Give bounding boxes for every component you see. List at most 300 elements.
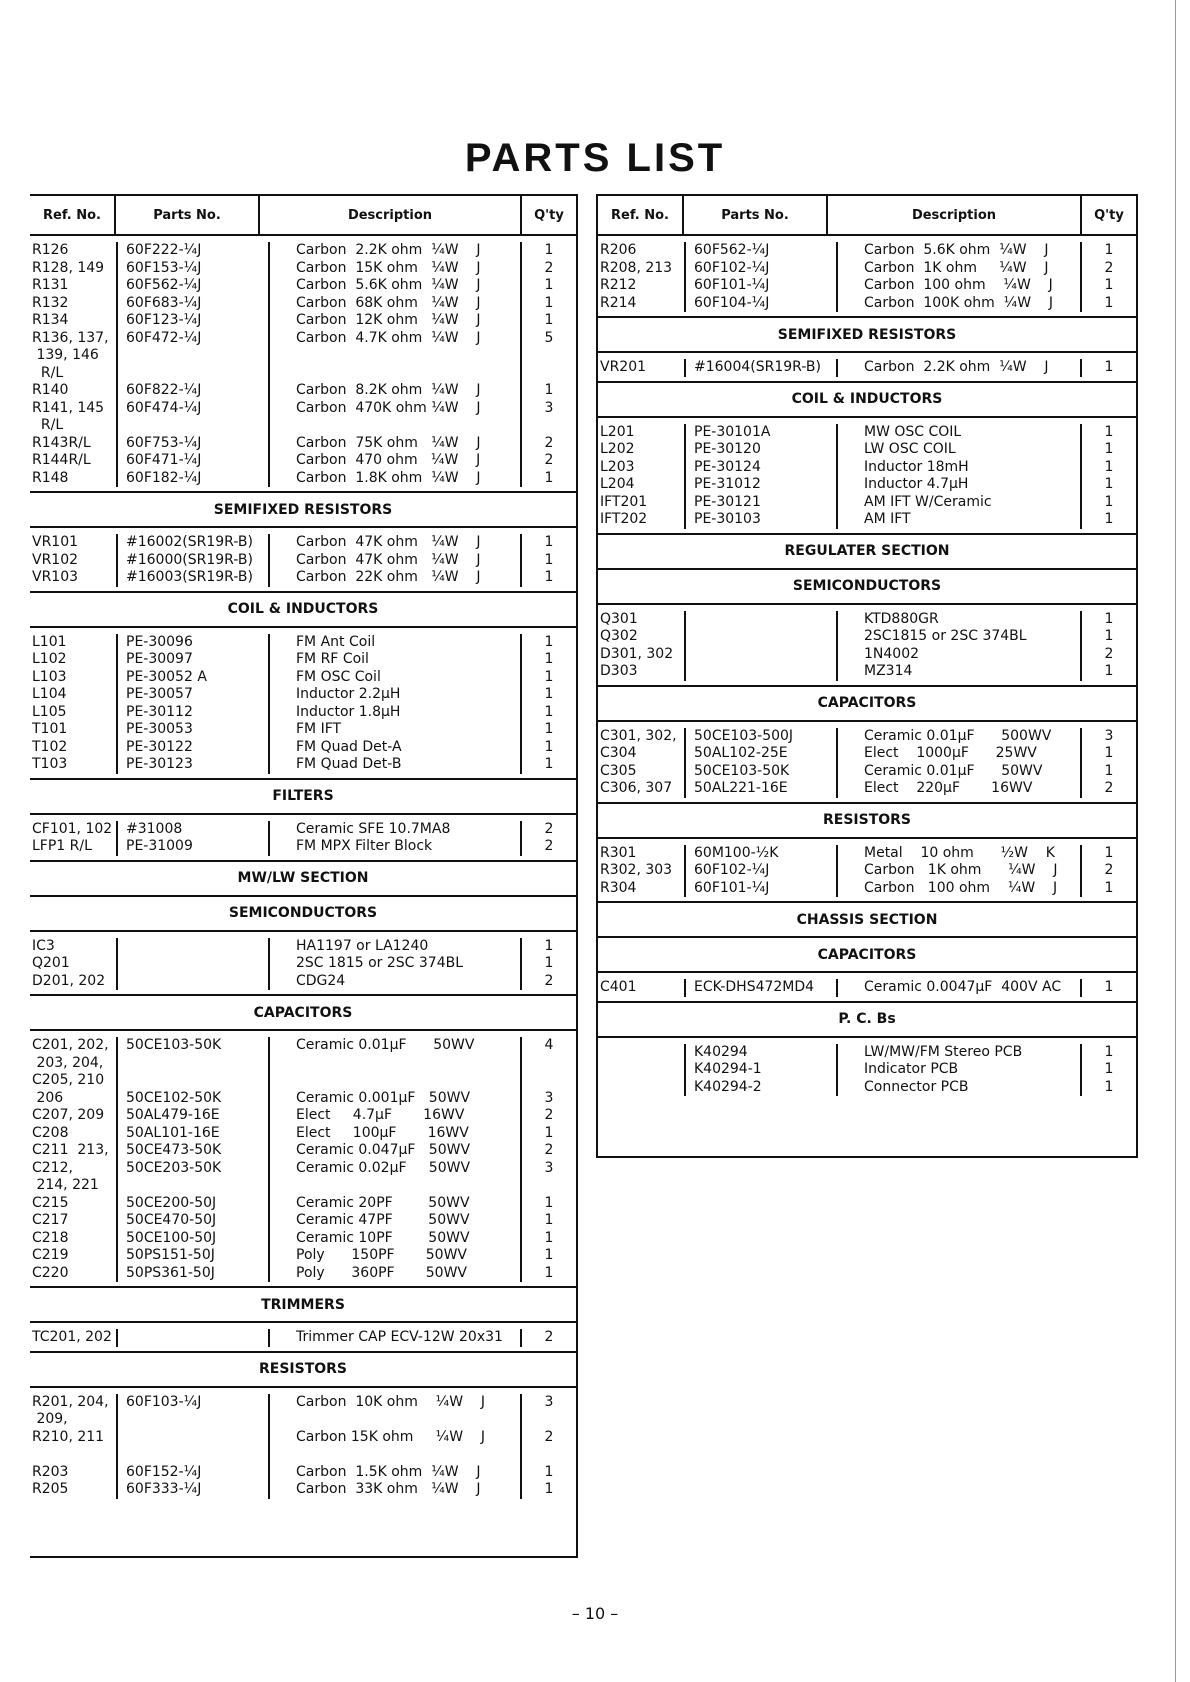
- cell-qty: 1: [544, 242, 554, 258]
- cell-qty: 1: [1104, 1078, 1114, 1095]
- cell-pn: 60F104-¼J: [694, 294, 770, 311]
- cell-desc: [296, 417, 520, 435]
- cell-desc: Carbon 8.2K ohm ¼W J: [296, 382, 481, 398]
- cell-qty: 1: [1104, 663, 1114, 679]
- cell-ref: L104: [32, 686, 67, 702]
- cell-qty: [522, 1411, 576, 1429]
- cell-pn: [126, 365, 268, 383]
- cell-pn: PE-30123: [126, 756, 193, 772]
- cell-ref: C401: [600, 979, 637, 995]
- column-desc: [268, 534, 520, 587]
- cell-qty: 1: [544, 1247, 554, 1263]
- cell-ref: R/L: [32, 417, 64, 433]
- cell-pn: 50CE200-50J: [126, 1194, 217, 1211]
- cell-desc: CDG24: [296, 972, 346, 989]
- cell-qty: 5: [544, 329, 554, 346]
- cell-desc: 2SC1815 or 2SC 374BL: [864, 628, 1027, 644]
- column-ref: [598, 611, 684, 681]
- column-qty: [1080, 242, 1136, 312]
- cell-pn: 60F222-¼J: [126, 242, 202, 258]
- cell-ref: C207, 209: [32, 1107, 105, 1123]
- cell-qty: 1: [544, 551, 554, 568]
- cell-qty: [522, 1177, 576, 1195]
- cell-desc: Inductor 1.8µH: [296, 703, 401, 720]
- column-qty: [520, 534, 576, 587]
- cell-qty: 1: [544, 277, 554, 293]
- cell-ref: VR101: [32, 534, 79, 550]
- cell-pn: PE-30052 A: [126, 668, 207, 685]
- cell-qty: 1: [544, 1463, 554, 1480]
- cell-pn: 50CE103-50K: [126, 1037, 222, 1053]
- cell-qty: 2: [544, 838, 554, 854]
- cell-pn: #16002(SR19R-B): [126, 534, 253, 550]
- cell-qty: 1: [1104, 1061, 1114, 1077]
- cell-ref: T103: [32, 756, 68, 772]
- cell-ref: R148: [32, 469, 69, 486]
- column-desc: [836, 845, 1080, 898]
- cell-qty: 1: [544, 294, 554, 311]
- cell-ref: 203, 204,: [32, 1054, 104, 1071]
- cell-ref: C220: [32, 1264, 69, 1281]
- cell-qty: 2: [544, 1428, 554, 1445]
- parts-group: [30, 528, 576, 593]
- cell-desc: KTD880GR: [864, 610, 939, 627]
- cell-pn: 60F103-¼J: [126, 1393, 202, 1410]
- column-desc: [836, 728, 1080, 798]
- cell-desc: Carbon 33K ohm ¼W J: [296, 1481, 481, 1497]
- cell-ref: C205, 210: [32, 1072, 105, 1088]
- cell-pn: 50AL101-16E: [126, 1124, 220, 1141]
- cell-desc: FM Quad Det-B: [296, 756, 402, 772]
- header-description: Description: [258, 196, 520, 234]
- cell-pn: 50CE100-50J: [126, 1229, 217, 1246]
- cell-pn: 60F182-¼J: [126, 469, 202, 486]
- cell-qty: 2: [544, 452, 554, 468]
- cell-ref: R131: [32, 277, 69, 293]
- cell-ref: L102: [32, 651, 67, 667]
- cell-ref: CF101, 102: [32, 820, 113, 837]
- cell-qty: 1: [544, 312, 554, 328]
- cell-qty: 3: [1104, 727, 1114, 744]
- column-desc: [268, 1394, 520, 1499]
- section-heading: TRIMMERS: [30, 1286, 576, 1323]
- cell-pn: 50CE102-50K: [126, 1089, 222, 1106]
- cell-desc: Carbon 15K ohm ¼W J: [296, 259, 481, 276]
- column-pn: [684, 242, 836, 312]
- column-qty: [520, 1394, 576, 1499]
- section-heading: CAPACITORS: [598, 936, 1136, 973]
- cell-qty: 2: [544, 820, 554, 837]
- cell-ref: C211 213,: [32, 1142, 109, 1158]
- column-pn: [684, 359, 836, 377]
- page-number: – 10 –: [571, 1604, 619, 1623]
- cell-qty: 4: [544, 1037, 554, 1053]
- cell-ref: R141, 145: [32, 399, 105, 416]
- cell-pn: 60F153-¼J: [126, 259, 202, 276]
- cell-ref: 206: [32, 1089, 64, 1106]
- column-desc: [268, 634, 520, 774]
- cell-pn: PE-30057: [126, 686, 193, 702]
- cell-desc: Ceramic SFE 10.7MA8: [296, 820, 451, 837]
- parts-group: [598, 722, 1136, 804]
- cell-pn: 50AL221-16E: [694, 780, 788, 796]
- cell-desc: FM RF Coil: [296, 651, 369, 667]
- cell-desc: Carbon 10K ohm ¼W J: [296, 1393, 485, 1410]
- cell-desc: FM OSC Coil: [296, 668, 381, 685]
- cell-desc: Ceramic 0.001µF 50WV: [296, 1089, 471, 1106]
- cell-qty: [522, 365, 576, 383]
- column-qty: [520, 821, 576, 856]
- table-body-right: [598, 236, 1136, 1102]
- cell-desc: Ceramic 0.047µF 50WV: [296, 1142, 471, 1158]
- cell-qty: 1: [1104, 511, 1114, 527]
- column-pn: [116, 534, 268, 587]
- cell-desc: Ceramic 0.01µF 50WV: [296, 1037, 475, 1053]
- cell-pn: #31008: [126, 820, 183, 837]
- cell-desc: [296, 1411, 520, 1429]
- cell-pn: #16004(SR19R-B): [694, 359, 821, 375]
- cell-pn: [694, 628, 836, 646]
- cell-ref: R301: [600, 844, 637, 861]
- cell-pn: [126, 347, 268, 365]
- column-ref: [598, 359, 684, 377]
- cell-qty: [522, 1446, 576, 1464]
- cell-qty: 1: [544, 1124, 554, 1141]
- cell-qty: 1: [1104, 458, 1114, 475]
- header-ref-no: Ref. No.: [611, 207, 669, 223]
- cell-qty: [522, 1055, 576, 1073]
- cell-qty: 1: [544, 756, 554, 772]
- column-pn: [116, 1037, 268, 1282]
- cell-ref: L105: [32, 703, 67, 720]
- section-heading: REGULATER SECTION: [598, 533, 1136, 570]
- cell-qty: 3: [544, 1159, 554, 1176]
- cell-pn: PE-30121: [694, 493, 761, 510]
- cell-desc: Inductor 18mH: [864, 458, 969, 475]
- cell-qty: 1: [1104, 628, 1114, 644]
- cell-desc: AM IFT W/Ceramic: [864, 493, 992, 510]
- cell-pn: 60F101-¼J: [694, 277, 770, 293]
- column-ref: [30, 938, 116, 991]
- cell-qty: 1: [1104, 844, 1114, 861]
- cell-ref: R302, 303: [600, 862, 673, 878]
- cell-pn: [126, 1446, 268, 1464]
- column-ref: [598, 242, 684, 312]
- cell-desc: Ceramic 0.01µF 500WV: [864, 727, 1052, 744]
- cell-pn: [126, 1072, 268, 1090]
- column-qty: [1080, 845, 1136, 898]
- cell-qty: 1: [1104, 277, 1114, 293]
- cell-desc: Carbon 100 ohm ¼W J: [864, 879, 1058, 896]
- cell-desc: Carbon 15K ohm ¼W J: [296, 1428, 485, 1445]
- cell-qty: 1: [1104, 493, 1114, 510]
- parts-group: [30, 1031, 576, 1288]
- cell-pn: [126, 1429, 268, 1447]
- cell-qty: 1: [544, 1212, 554, 1228]
- column-ref: [598, 424, 684, 529]
- cell-pn: 60F562-¼J: [694, 242, 770, 258]
- column-desc: [268, 242, 520, 487]
- cell-pn: 60F822-¼J: [126, 382, 202, 398]
- cell-qty: [522, 347, 576, 365]
- section-heading: SEMIFIXED RESISTORS: [598, 316, 1136, 353]
- parts-group: [598, 839, 1136, 904]
- column-ref: [598, 979, 684, 997]
- cell-desc: MZ314: [864, 663, 913, 679]
- cell-pn: [126, 417, 268, 435]
- cell-qty: 3: [544, 1089, 554, 1106]
- cell-desc: Ceramic 0.02µF 50WV: [296, 1159, 471, 1176]
- cell-pn: PE-31012: [694, 476, 761, 492]
- section-heading: CHASSIS SECTION: [598, 901, 1136, 938]
- cell-qty: 2: [544, 434, 554, 451]
- cell-qty: 2: [1104, 645, 1114, 662]
- column-desc: [268, 938, 520, 991]
- column-pn: [116, 242, 268, 487]
- cell-qty: 1: [544, 1194, 554, 1211]
- cell-ref: D303: [600, 663, 638, 679]
- cell-desc: Elect 220µF 16WV: [864, 780, 1033, 796]
- cell-pn: K40294-1: [694, 1061, 762, 1077]
- cell-desc: Poly 150PF 50WV: [296, 1247, 467, 1263]
- cell-pn: PE-30124: [694, 458, 761, 475]
- cell-qty: 1: [1104, 441, 1114, 457]
- cell-desc: Carbon 100 ohm ¼W J: [864, 277, 1053, 293]
- cell-ref: C304: [600, 745, 637, 761]
- header-parts-no: Parts No.: [682, 196, 826, 234]
- column-pn: [684, 845, 836, 898]
- cell-qty: 1: [544, 721, 554, 737]
- column-qty: [1080, 359, 1136, 377]
- cell-pn: [694, 646, 836, 664]
- cell-ref: R144R/L: [32, 452, 91, 468]
- cell-qty: 1: [544, 738, 554, 755]
- cell-pn: PE-30112: [126, 703, 193, 720]
- section-heading: CAPACITORS: [598, 685, 1136, 722]
- cell-ref: R206: [600, 242, 637, 258]
- cell-ref: R/L: [32, 364, 64, 381]
- cell-desc: Elect 100µF 16WV: [296, 1124, 469, 1141]
- table-header: [30, 196, 576, 236]
- cell-pn: PE-30101A: [694, 423, 771, 440]
- cell-pn: PE-30053: [126, 721, 193, 737]
- cell-ref: D201, 202: [32, 972, 106, 989]
- cell-ref: C218: [32, 1229, 69, 1246]
- cell-ref: C215: [32, 1194, 69, 1211]
- cell-ref: L201: [600, 423, 635, 440]
- cell-desc: Inductor 4.7µH: [864, 476, 969, 492]
- section-heading: RESISTORS: [598, 802, 1136, 839]
- cell-desc: Carbon 47K ohm ¼W J: [296, 534, 481, 550]
- cell-desc: Inductor 2.2µH: [296, 686, 401, 702]
- column-ref: [598, 845, 684, 898]
- cell-qty: 1: [544, 703, 554, 720]
- column-qty: [520, 1329, 576, 1347]
- parts-group: [30, 236, 576, 493]
- cell-ref: R140: [32, 382, 69, 398]
- cell-ref: C217: [32, 1212, 69, 1228]
- cell-pn: 50AL479-16E: [126, 1107, 220, 1123]
- cell-pn: [126, 1411, 268, 1429]
- cell-qty: 1: [544, 651, 554, 667]
- cell-desc: Carbon 12K ohm ¼W J: [296, 312, 481, 328]
- cell-ref: R128, 149: [32, 259, 105, 276]
- cell-ref: IFT201: [600, 493, 648, 510]
- cell-desc: Carbon 100K ohm ¼W J: [864, 294, 1054, 311]
- cell-qty: 1: [1104, 879, 1114, 896]
- cell-pn: [694, 663, 836, 681]
- cell-desc: Poly 360PF 50WV: [296, 1264, 467, 1281]
- cell-desc: FM Quad Det-A: [296, 738, 402, 755]
- cell-desc: Ceramic 0.0047µF 400V AC: [864, 979, 1062, 995]
- cell-desc: Carbon 1K ohm ¼W J: [864, 259, 1049, 276]
- cell-pn: PE-30097: [126, 651, 193, 667]
- header-description: Description: [826, 196, 1080, 234]
- cell-ref: T102: [32, 738, 68, 755]
- cell-qty: 1: [1104, 1043, 1114, 1060]
- cell-desc: Ceramic 10PF 50WV: [296, 1229, 470, 1246]
- column-desc: [836, 611, 1080, 681]
- cell-desc: Carbon 5.6K ohm ¼W J: [296, 277, 481, 293]
- cell-qty: 1: [544, 937, 554, 954]
- cell-desc: FM MPX Filter Block: [296, 838, 433, 854]
- cell-pn: [694, 611, 836, 629]
- cell-pn: [126, 1055, 268, 1073]
- cell-ref: 209,: [32, 1411, 68, 1427]
- cell-pn: K40294-2: [694, 1078, 762, 1095]
- cell-ref: L203: [600, 458, 635, 475]
- cell-desc: MW OSC COIL: [864, 423, 962, 440]
- parts-group: [30, 815, 576, 862]
- cell-qty: 1: [1104, 610, 1114, 627]
- column-desc: [836, 359, 1080, 377]
- cell-desc: LW OSC COIL: [864, 441, 956, 457]
- cell-desc: Metal 10 ohm ½W K: [864, 844, 1055, 861]
- cell-ref: Q301: [600, 610, 638, 627]
- cell-pn: 60F474-¼J: [126, 399, 202, 416]
- cell-qty: 2: [1104, 259, 1114, 276]
- cell-qty: [522, 1072, 576, 1090]
- cell-ref: TC201, 202: [32, 1329, 112, 1345]
- cell-qty: 2: [1104, 862, 1114, 878]
- cell-ref: R212: [600, 277, 637, 293]
- page-title: PARTS LIST: [464, 136, 726, 180]
- section-heading: SEMICONDUCTORS: [30, 895, 576, 932]
- cell-ref: Q302: [600, 628, 638, 644]
- column-desc: [268, 1329, 520, 1347]
- column-pn: [684, 979, 836, 997]
- cell-qty: 1: [544, 955, 554, 971]
- column-qty: [1080, 728, 1136, 798]
- cell-pn: 50CE470-50J: [126, 1212, 217, 1228]
- cell-pn: 60F562-¼J: [126, 277, 202, 293]
- cell-desc: Ceramic 47PF 50WV: [296, 1212, 470, 1228]
- cell-qty: 1: [1104, 476, 1114, 492]
- section-heading: RESISTORS: [30, 1351, 576, 1388]
- cell-ref: LFP1 R/L: [32, 838, 92, 854]
- cell-desc: Carbon 4.7K ohm ¼W J: [296, 329, 481, 346]
- column-ref: [30, 1037, 116, 1282]
- cell-ref: R214: [600, 294, 637, 311]
- cell-ref: R132: [32, 294, 69, 311]
- cell-desc: Ceramic 20PF 50WV: [296, 1194, 470, 1211]
- cell-ref: R126: [32, 242, 69, 258]
- cell-desc: 1N4002: [864, 645, 920, 662]
- section-heading: COIL & INDUCTORS: [598, 381, 1136, 418]
- cell-desc: Carbon 22K ohm ¼W J: [296, 569, 481, 585]
- cell-qty: 1: [1104, 242, 1114, 258]
- column-qty: [1080, 611, 1136, 681]
- cell-ref: L204: [600, 476, 635, 492]
- cell-ref: 214, 221: [32, 1177, 99, 1193]
- cell-desc: LW/MW/FM Stereo PCB: [864, 1043, 1023, 1060]
- column-ref: [30, 534, 116, 587]
- cell-ref: [600, 1044, 684, 1062]
- cell-desc: Carbon 470K ohm ¼W J: [296, 399, 481, 416]
- column-qty: [1080, 1044, 1136, 1097]
- cell-qty: 2: [544, 259, 554, 276]
- cell-desc: [296, 365, 520, 383]
- cell-ref: L103: [32, 668, 67, 685]
- section-heading: SEMICONDUCTORS: [598, 568, 1136, 605]
- column-qty: [1080, 979, 1136, 997]
- cell-desc: Carbon 5.6K ohm ¼W J: [864, 242, 1049, 258]
- cell-pn: 50CE103-500J: [694, 727, 794, 744]
- cell-desc: Carbon 2.2K ohm ¼W J: [864, 359, 1049, 375]
- cell-qty: 1: [544, 1229, 554, 1246]
- cell-qty: 1: [544, 569, 554, 585]
- cell-pn: PE-30120: [694, 441, 761, 457]
- parts-table-left: [30, 194, 578, 1558]
- cell-desc: Elect 1000µF 25WV: [864, 745, 1037, 761]
- column-qty: [520, 242, 576, 487]
- cell-qty: 1: [1104, 359, 1114, 375]
- cell-pn: ECK-DHS472MD4: [694, 979, 815, 995]
- cell-ref: R136, 137,: [32, 329, 109, 346]
- cell-desc: FM IFT: [296, 721, 342, 737]
- cell-pn: 50PS361-50J: [126, 1264, 215, 1281]
- cell-pn: 50CE203-50K: [126, 1159, 222, 1176]
- cell-qty: 1: [544, 382, 554, 398]
- cell-ref: T101: [32, 721, 68, 737]
- cell-pn: [126, 1329, 268, 1347]
- cell-ref: VR102: [32, 551, 79, 568]
- cell-qty: 1: [544, 1264, 554, 1281]
- cell-ref: C305: [600, 762, 637, 779]
- cell-qty: 2: [544, 1329, 554, 1345]
- cell-pn: 60F333-¼J: [126, 1481, 202, 1497]
- cell-ref: C306, 307: [600, 780, 673, 796]
- parts-group: [598, 605, 1136, 687]
- cell-qty: 1: [544, 1481, 554, 1497]
- header-parts-no: Parts No.: [114, 196, 258, 234]
- cell-pn: 60M100-½K: [694, 844, 779, 861]
- table-body-left: [30, 236, 576, 1505]
- cell-desc: HA1197 or LA1240: [296, 937, 429, 954]
- cell-ref: D301, 302: [600, 645, 674, 662]
- parts-group: [598, 1038, 1136, 1103]
- cell-pn: 60F753-¼J: [126, 434, 202, 451]
- cell-ref: C208: [32, 1124, 69, 1141]
- cell-qty: 1: [1104, 423, 1114, 440]
- cell-desc: Elect 4.7µF 16WV: [296, 1107, 465, 1123]
- cell-ref: [600, 1061, 684, 1079]
- cell-qty: 1: [544, 534, 554, 550]
- cell-pn: PE-31009: [126, 838, 193, 854]
- column-pn: [116, 1394, 268, 1499]
- section-heading: P. C. Bs: [598, 1001, 1136, 1038]
- cell-desc: Indicator PCB: [864, 1061, 959, 1077]
